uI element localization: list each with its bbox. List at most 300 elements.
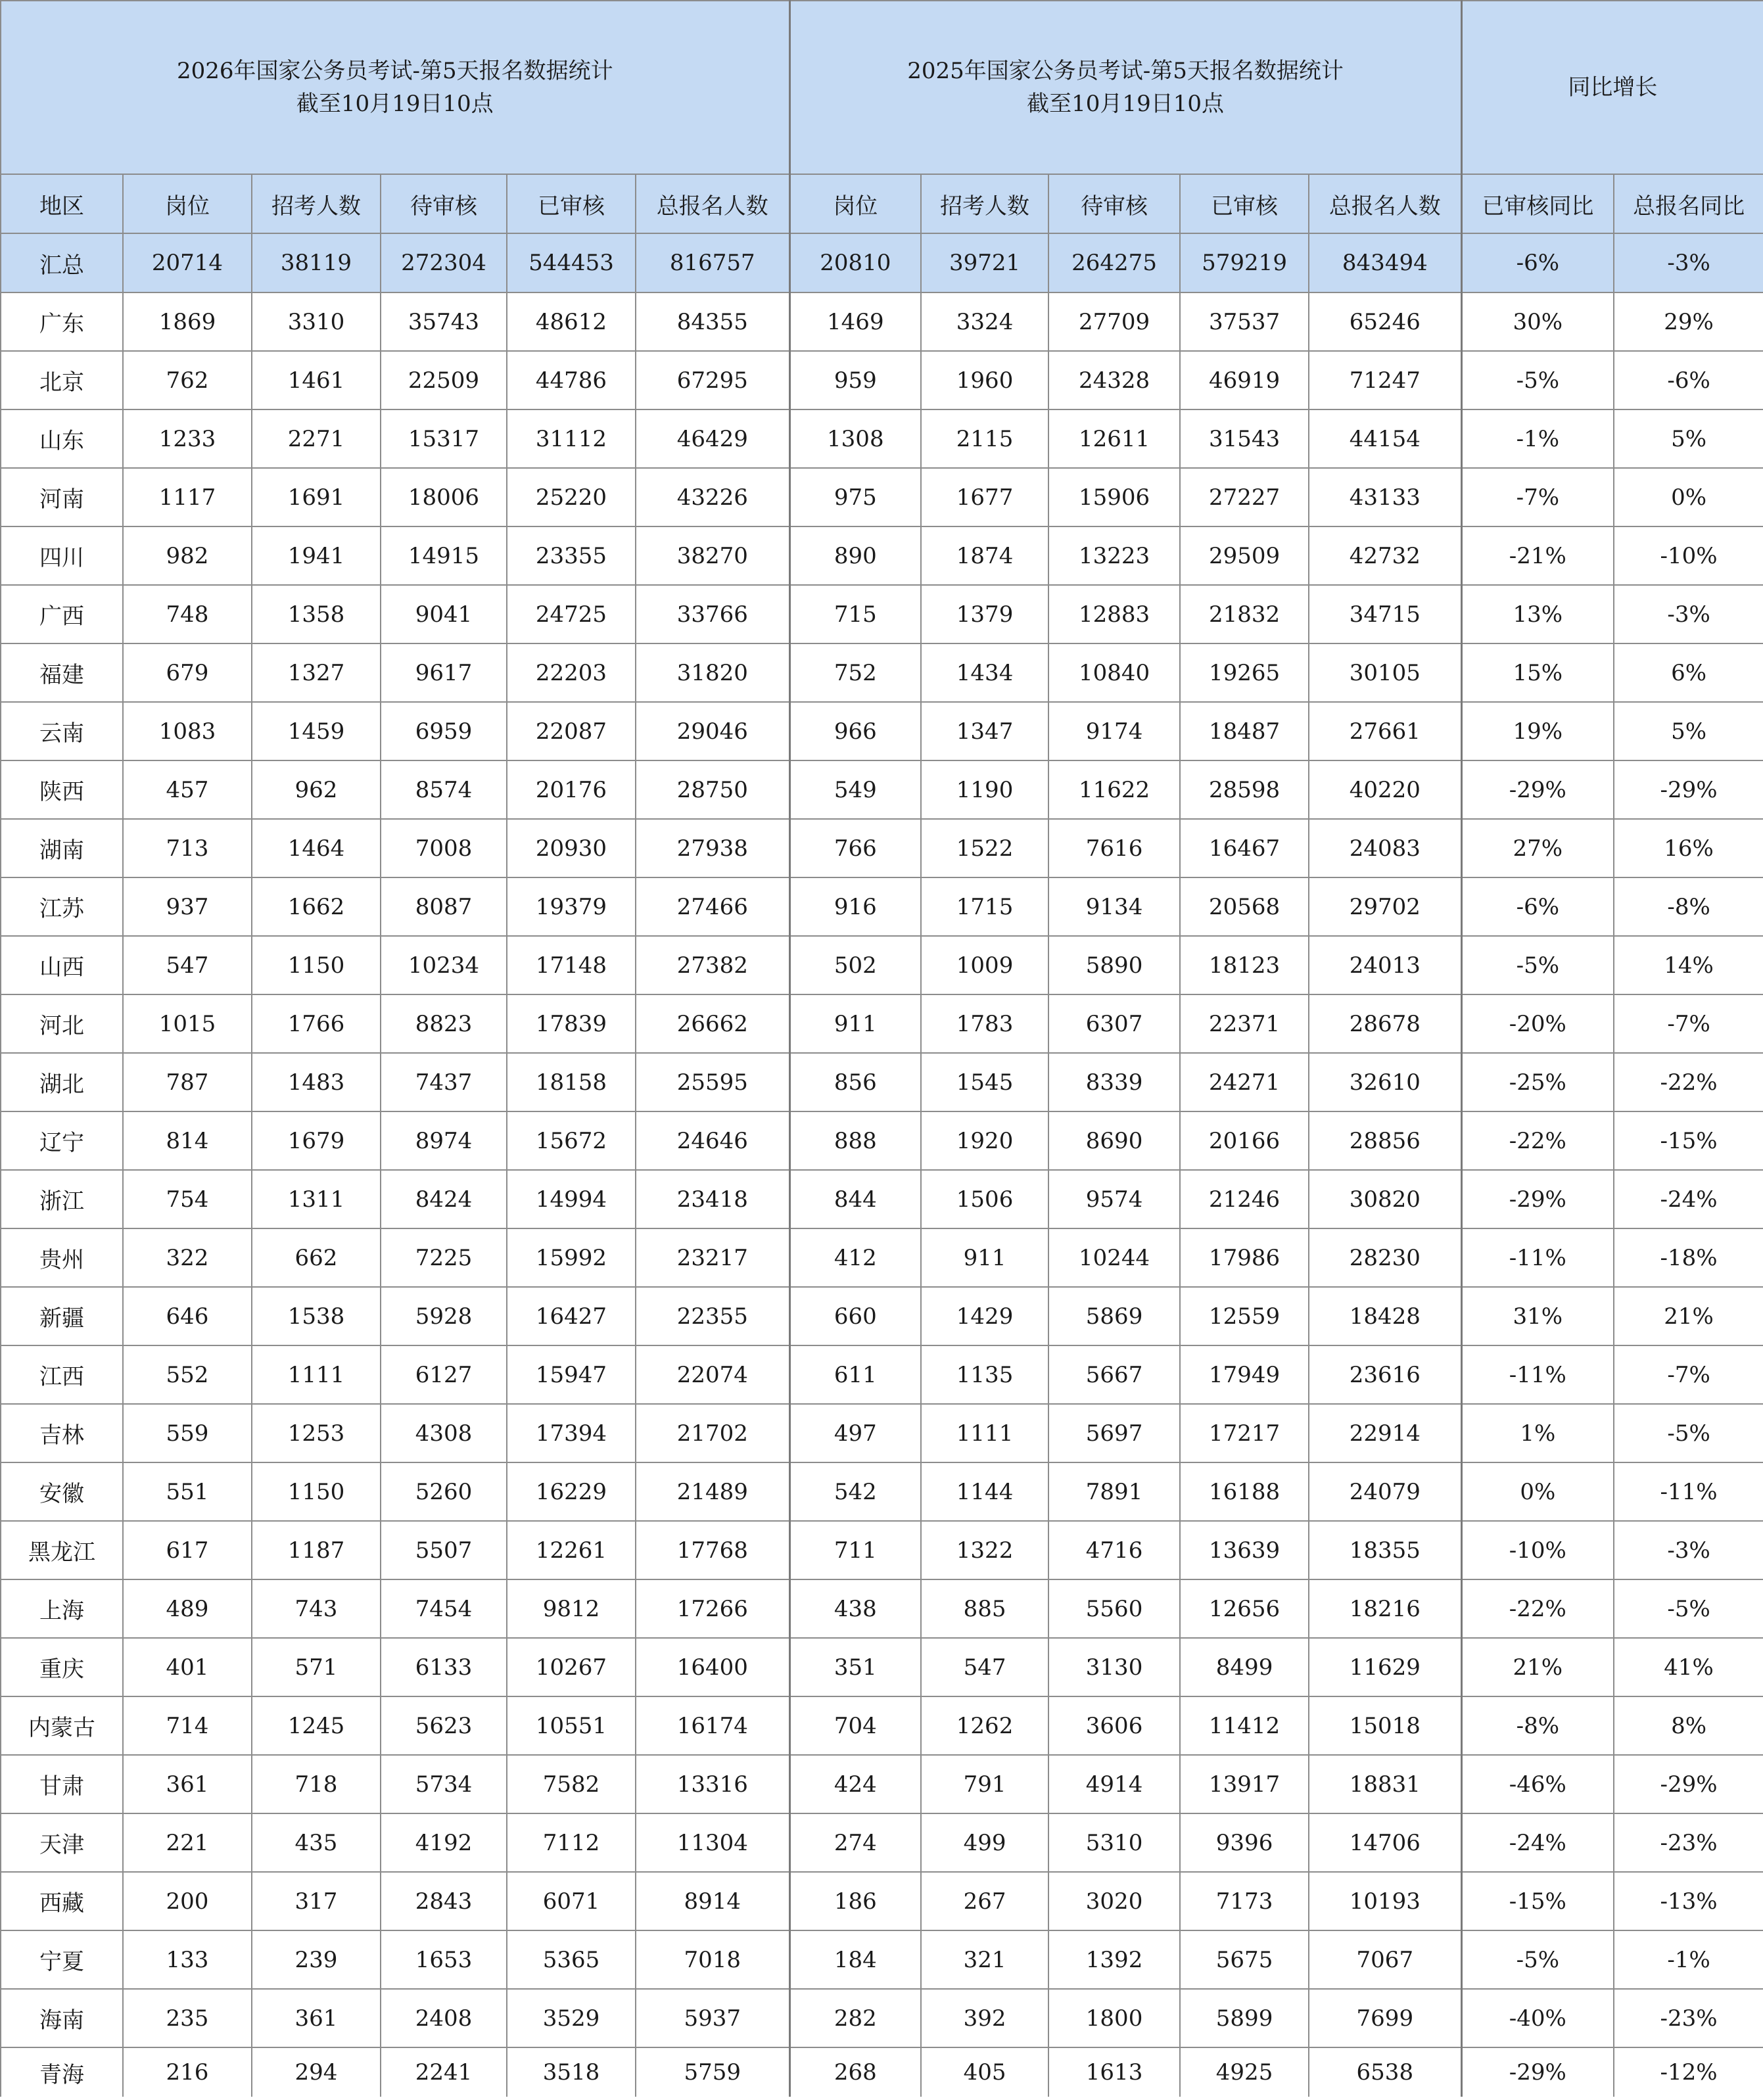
cell-approved-yoy: -6% — [1461, 233, 1614, 292]
column-header-approved-yoy: 已审核同比 — [1461, 174, 1614, 233]
cell-total-2026: 11304 — [636, 1813, 789, 1872]
table-row — [1, 702, 1763, 760]
cell-pending-2025: 5890 — [1048, 936, 1180, 994]
cell-pending-2025: 12883 — [1048, 585, 1180, 643]
cell-pending-2025: 12611 — [1048, 409, 1180, 468]
cell-pending-2026: 2843 — [381, 1872, 507, 1930]
cell-total-2025: 24013 — [1309, 936, 1461, 994]
cell-posts-2025: 502 — [789, 936, 921, 994]
cell-posts-2026: 1117 — [123, 468, 252, 526]
cell-approved-2025: 37537 — [1180, 292, 1309, 351]
cell-approved-yoy: 27% — [1461, 819, 1614, 877]
cell-approved-2026: 22087 — [507, 702, 636, 760]
cell-total-yoy: 21% — [1614, 1287, 1763, 1345]
cell-pending-2026: 14915 — [381, 526, 507, 585]
cell-total-2026: 13316 — [636, 1755, 789, 1813]
cell-quota-2026: 1691 — [252, 468, 381, 526]
cell-region: 河南 — [1, 468, 123, 526]
cell-approved-2026: 5365 — [507, 1930, 636, 1989]
cell-total-2026: 27382 — [636, 936, 789, 994]
cell-total-2026: 27938 — [636, 819, 789, 877]
cell-quota-2026: 1662 — [252, 877, 381, 936]
cell-pending-2025: 5869 — [1048, 1287, 1180, 1345]
table-row — [1, 1521, 1763, 1579]
cell-pending-2025: 3130 — [1048, 1638, 1180, 1696]
cell-approved-2026: 16229 — [507, 1462, 636, 1521]
cell-quota-2026: 1679 — [252, 1111, 381, 1170]
cell-pending-2026: 5734 — [381, 1755, 507, 1813]
cell-pending-2026: 272304 — [381, 233, 507, 292]
cell-approved-yoy: 30% — [1461, 292, 1614, 351]
cell-posts-2026: 401 — [123, 1638, 252, 1696]
cell-total-2026: 23418 — [636, 1170, 789, 1228]
cell-approved-2026: 15672 — [507, 1111, 636, 1170]
table-row — [1, 1170, 1763, 1228]
cell-region: 山西 — [1, 936, 123, 994]
cell-quota-2025: 885 — [921, 1579, 1048, 1638]
cell-approved-2025: 22371 — [1180, 994, 1309, 1053]
cell-total-2026: 67295 — [636, 351, 789, 409]
cell-region: 四川 — [1, 526, 123, 585]
cell-region: 天津 — [1, 1813, 123, 1872]
cell-approved-2026: 544453 — [507, 233, 636, 292]
cell-total-yoy: -13% — [1614, 1872, 1763, 1930]
cell-region: 山东 — [1, 409, 123, 468]
cell-total-2025: 42732 — [1309, 526, 1461, 585]
total-row — [1, 233, 1763, 292]
cell-pending-2026: 2408 — [381, 1989, 507, 2047]
cell-approved-yoy: -29% — [1461, 1170, 1614, 1228]
cell-quota-2025: 1545 — [921, 1053, 1048, 1111]
cell-quota-2026: 1245 — [252, 1696, 381, 1755]
table-row — [1, 2047, 1763, 2097]
column-header-posts-2026: 岗位 — [123, 174, 252, 233]
cell-approved-2025: 8499 — [1180, 1638, 1309, 1696]
cell-pending-2026: 5260 — [381, 1462, 507, 1521]
cell-region: 黑龙江 — [1, 1521, 123, 1579]
cell-approved-yoy: -24% — [1461, 1813, 1614, 1872]
cell-approved-yoy: -25% — [1461, 1053, 1614, 1111]
cell-total-2026: 43226 — [636, 468, 789, 526]
cell-quota-2025: 1144 — [921, 1462, 1048, 1521]
cell-region: 浙江 — [1, 1170, 123, 1228]
cell-posts-2026: 551 — [123, 1462, 252, 1521]
cell-approved-2025: 46919 — [1180, 351, 1309, 409]
cell-total-yoy: -3% — [1614, 585, 1763, 643]
table-row — [1, 1462, 1763, 1521]
cell-quota-2026: 1483 — [252, 1053, 381, 1111]
cell-total-yoy: 14% — [1614, 936, 1763, 994]
cell-approved-2026: 48612 — [507, 292, 636, 351]
cell-approved-yoy: -40% — [1461, 1989, 1614, 2047]
cell-approved-2025: 4925 — [1180, 2047, 1309, 2097]
cell-total-2025: 24079 — [1309, 1462, 1461, 1521]
cell-approved-2026: 25220 — [507, 468, 636, 526]
cell-total-yoy: -29% — [1614, 760, 1763, 819]
cell-pending-2025: 3020 — [1048, 1872, 1180, 1930]
cell-total-yoy: 16% — [1614, 819, 1763, 877]
cell-approved-2026: 19379 — [507, 877, 636, 936]
cell-pending-2026: 4192 — [381, 1813, 507, 1872]
cell-posts-2025: 856 — [789, 1053, 921, 1111]
cell-approved-2026: 20930 — [507, 819, 636, 877]
cell-region: 重庆 — [1, 1638, 123, 1696]
cell-quota-2025: 911 — [921, 1228, 1048, 1287]
cell-region: 广东 — [1, 292, 123, 351]
cell-posts-2025: 268 — [789, 2047, 921, 2097]
table-row — [1, 643, 1763, 702]
cell-quota-2025: 1347 — [921, 702, 1048, 760]
cell-total-yoy: 5% — [1614, 409, 1763, 468]
cell-pending-2025: 24328 — [1048, 351, 1180, 409]
cell-quota-2026: 1327 — [252, 643, 381, 702]
cell-total-2025: 843494 — [1309, 233, 1461, 292]
cell-approved-yoy: -46% — [1461, 1755, 1614, 1813]
cell-pending-2026: 8574 — [381, 760, 507, 819]
table-row — [1, 1287, 1763, 1345]
cell-pending-2026: 7437 — [381, 1053, 507, 1111]
cell-approved-yoy: -22% — [1461, 1579, 1614, 1638]
cell-approved-2025: 18123 — [1180, 936, 1309, 994]
cell-approved-yoy: 1% — [1461, 1404, 1614, 1462]
cell-total-yoy: -1% — [1614, 1930, 1763, 1989]
cell-quota-2025: 1783 — [921, 994, 1048, 1053]
table-row — [1, 351, 1763, 409]
cell-total-2025: 23616 — [1309, 1345, 1461, 1404]
cell-approved-2026: 24725 — [507, 585, 636, 643]
cell-pending-2025: 5310 — [1048, 1813, 1180, 1872]
cell-total-yoy: -11% — [1614, 1462, 1763, 1521]
column-header-pending-2025: 待审核 — [1048, 174, 1180, 233]
cell-posts-2026: 982 — [123, 526, 252, 585]
cell-total-2026: 5759 — [636, 2047, 789, 2097]
cell-quota-2025: 1379 — [921, 585, 1048, 643]
table-row — [1, 1989, 1763, 2047]
cell-total-2026: 21702 — [636, 1404, 789, 1462]
column-header-approved-2026: 已审核 — [507, 174, 636, 233]
cell-region: 新疆 — [1, 1287, 123, 1345]
cell-quota-2026: 962 — [252, 760, 381, 819]
cell-approved-2025: 5899 — [1180, 1989, 1309, 2047]
table-row — [1, 819, 1763, 877]
cell-posts-2025: 497 — [789, 1404, 921, 1462]
column-header-quota-2026: 招考人数 — [252, 174, 381, 233]
cell-quota-2026: 1311 — [252, 1170, 381, 1228]
cell-total-2025: 18831 — [1309, 1755, 1461, 1813]
cell-approved-2026: 31112 — [507, 409, 636, 468]
cell-total-2025: 44154 — [1309, 409, 1461, 468]
cell-quota-2026: 571 — [252, 1638, 381, 1696]
cell-quota-2026: 1358 — [252, 585, 381, 643]
cell-pending-2026: 5928 — [381, 1287, 507, 1345]
table-row — [1, 1872, 1763, 1930]
cell-total-2025: 34715 — [1309, 585, 1461, 643]
cell-total-2026: 24646 — [636, 1111, 789, 1170]
table-row — [1, 409, 1763, 468]
cell-total-2025: 65246 — [1309, 292, 1461, 351]
cell-approved-yoy: 21% — [1461, 1638, 1614, 1696]
cell-quota-2026: 718 — [252, 1755, 381, 1813]
cell-total-2025: 7699 — [1309, 1989, 1461, 2047]
table-row — [1, 760, 1763, 819]
cell-posts-2026: 221 — [123, 1813, 252, 1872]
group-2025-header — [789, 1, 1461, 174]
cell-approved-2026: 10267 — [507, 1638, 636, 1696]
cell-quota-2025: 1677 — [921, 468, 1048, 526]
cell-total-2025: 32610 — [1309, 1053, 1461, 1111]
cell-total-yoy: -3% — [1614, 1521, 1763, 1579]
cell-quota-2026: 662 — [252, 1228, 381, 1287]
cell-approved-2025: 24271 — [1180, 1053, 1309, 1111]
column-header-total-yoy: 总报名同比 — [1614, 174, 1763, 233]
cell-total-2026: 23217 — [636, 1228, 789, 1287]
cell-approved-2026: 9812 — [507, 1579, 636, 1638]
cell-quota-2025: 321 — [921, 1930, 1048, 1989]
table-row — [1, 1930, 1763, 1989]
cell-pending-2026: 6133 — [381, 1638, 507, 1696]
cell-posts-2025: 890 — [789, 526, 921, 585]
cell-region: 汇总 — [1, 233, 123, 292]
cell-quota-2026: 1253 — [252, 1404, 381, 1462]
cell-posts-2025: 1469 — [789, 292, 921, 351]
cell-quota-2026: 1461 — [252, 351, 381, 409]
cell-quota-2026: 294 — [252, 2047, 381, 2097]
cell-posts-2025: 711 — [789, 1521, 921, 1579]
cell-approved-yoy: -11% — [1461, 1345, 1614, 1404]
cell-quota-2026: 1941 — [252, 526, 381, 585]
cell-total-yoy: -7% — [1614, 994, 1763, 1053]
cell-quota-2025: 2115 — [921, 409, 1048, 468]
cell-posts-2026: 559 — [123, 1404, 252, 1462]
cell-total-yoy: 41% — [1614, 1638, 1763, 1696]
cell-total-2025: 7067 — [1309, 1930, 1461, 1989]
cell-approved-2025: 31543 — [1180, 409, 1309, 468]
cell-quota-2026: 1187 — [252, 1521, 381, 1579]
cell-posts-2025: 549 — [789, 760, 921, 819]
cell-pending-2025: 3606 — [1048, 1696, 1180, 1755]
table-row — [1, 936, 1763, 994]
cell-total-yoy: 6% — [1614, 643, 1763, 702]
cell-total-2025: 10193 — [1309, 1872, 1461, 1930]
cell-region: 广西 — [1, 585, 123, 643]
table-row — [1, 526, 1763, 585]
cell-posts-2025: 351 — [789, 1638, 921, 1696]
cell-region: 陕西 — [1, 760, 123, 819]
cell-region: 辽宁 — [1, 1111, 123, 1170]
cell-quota-2025: 3324 — [921, 292, 1048, 351]
cell-total-2026: 8914 — [636, 1872, 789, 1930]
cell-pending-2025: 9174 — [1048, 702, 1180, 760]
column-header-pending-2026: 待审核 — [381, 174, 507, 233]
cell-approved-yoy: -8% — [1461, 1696, 1614, 1755]
cell-quota-2026: 1459 — [252, 702, 381, 760]
cell-approved-2026: 17148 — [507, 936, 636, 994]
cell-pending-2025: 11622 — [1048, 760, 1180, 819]
cell-total-yoy: -12% — [1614, 2047, 1763, 2097]
cell-total-2026: 16174 — [636, 1696, 789, 1755]
cell-posts-2025: 1308 — [789, 409, 921, 468]
cell-pending-2026: 5623 — [381, 1696, 507, 1755]
cell-posts-2025: 916 — [789, 877, 921, 936]
cell-posts-2026: 814 — [123, 1111, 252, 1170]
cell-total-yoy: -22% — [1614, 1053, 1763, 1111]
column-header-row — [1, 174, 1763, 233]
cell-total-2025: 28678 — [1309, 994, 1461, 1053]
cell-pending-2025: 1800 — [1048, 1989, 1180, 2047]
cell-posts-2025: 20810 — [789, 233, 921, 292]
cell-total-2026: 16400 — [636, 1638, 789, 1696]
table-row — [1, 1228, 1763, 1287]
cell-posts-2025: 438 — [789, 1579, 921, 1638]
cell-region: 海南 — [1, 1989, 123, 2047]
cell-approved-2026: 6071 — [507, 1872, 636, 1930]
cell-quota-2025: 39721 — [921, 233, 1048, 292]
cell-quota-2025: 1135 — [921, 1345, 1048, 1404]
cell-pending-2025: 10840 — [1048, 643, 1180, 702]
group-2026-title: 2026年国家公务员考试-第5天报名数据统计 — [176, 58, 613, 84]
cell-total-yoy: -5% — [1614, 1404, 1763, 1462]
cell-approved-2025: 579219 — [1180, 233, 1309, 292]
cell-approved-2026: 14994 — [507, 1170, 636, 1228]
cell-pending-2025: 8339 — [1048, 1053, 1180, 1111]
table-row — [1, 1638, 1763, 1696]
cell-quota-2026: 2271 — [252, 409, 381, 468]
cell-posts-2026: 714 — [123, 1696, 252, 1755]
cell-posts-2026: 457 — [123, 760, 252, 819]
cell-posts-2026: 235 — [123, 1989, 252, 2047]
cell-pending-2026: 9041 — [381, 585, 507, 643]
cell-pending-2026: 8424 — [381, 1170, 507, 1228]
cell-pending-2025: 4914 — [1048, 1755, 1180, 1813]
table-row — [1, 468, 1763, 526]
cell-approved-2026: 7582 — [507, 1755, 636, 1813]
cell-approved-2025: 16467 — [1180, 819, 1309, 877]
cell-quota-2026: 1766 — [252, 994, 381, 1053]
cell-posts-2026: 646 — [123, 1287, 252, 1345]
cell-pending-2026: 1653 — [381, 1930, 507, 1989]
cell-total-2026: 28750 — [636, 760, 789, 819]
cell-posts-2026: 216 — [123, 2047, 252, 2097]
cell-region: 福建 — [1, 643, 123, 702]
column-header-posts-2025: 岗位 — [789, 174, 921, 233]
cell-total-yoy: -15% — [1614, 1111, 1763, 1170]
cell-approved-yoy: -5% — [1461, 1930, 1614, 1989]
cell-posts-2025: 766 — [789, 819, 921, 877]
cell-region: 河北 — [1, 994, 123, 1053]
cell-pending-2025: 15906 — [1048, 468, 1180, 526]
table-row — [1, 1579, 1763, 1638]
cell-quota-2025: 405 — [921, 2047, 1048, 2097]
cell-quota-2025: 1262 — [921, 1696, 1048, 1755]
cell-posts-2026: 361 — [123, 1755, 252, 1813]
cell-posts-2025: 660 — [789, 1287, 921, 1345]
cell-quota-2025: 1506 — [921, 1170, 1048, 1228]
cell-approved-2025: 13917 — [1180, 1755, 1309, 1813]
cell-approved-2026: 16427 — [507, 1287, 636, 1345]
cell-total-2025: 15018 — [1309, 1696, 1461, 1755]
cell-quota-2026: 1538 — [252, 1287, 381, 1345]
cell-total-yoy: -10% — [1614, 526, 1763, 585]
cell-pending-2026: 2241 — [381, 2047, 507, 2097]
cell-approved-2025: 18487 — [1180, 702, 1309, 760]
cell-pending-2025: 5560 — [1048, 1579, 1180, 1638]
cell-region: 安徽 — [1, 1462, 123, 1521]
cell-approved-2026: 15947 — [507, 1345, 636, 1404]
cell-total-2026: 38270 — [636, 526, 789, 585]
cell-total-yoy: -7% — [1614, 1345, 1763, 1404]
cell-approved-2026: 3529 — [507, 1989, 636, 2047]
cell-total-yoy: -23% — [1614, 1989, 1763, 2047]
cell-posts-2026: 133 — [123, 1930, 252, 1989]
cell-pending-2025: 6307 — [1048, 994, 1180, 1053]
cell-quota-2025: 1434 — [921, 643, 1048, 702]
cell-posts-2026: 489 — [123, 1579, 252, 1638]
cell-total-2025: 30820 — [1309, 1170, 1461, 1228]
cell-approved-2025: 21832 — [1180, 585, 1309, 643]
cell-total-yoy: -6% — [1614, 351, 1763, 409]
cell-approved-2025: 17949 — [1180, 1345, 1309, 1404]
cell-total-2025: 28856 — [1309, 1111, 1461, 1170]
cell-pending-2026: 5507 — [381, 1521, 507, 1579]
cell-posts-2026: 617 — [123, 1521, 252, 1579]
cell-posts-2026: 679 — [123, 643, 252, 702]
cell-quota-2026: 3310 — [252, 292, 381, 351]
cell-total-2025: 43133 — [1309, 468, 1461, 526]
cell-approved-yoy: -6% — [1461, 877, 1614, 936]
column-header-total-2025: 总报名人数 — [1309, 174, 1461, 233]
cell-total-2025: 24083 — [1309, 819, 1461, 877]
cell-approved-yoy: -5% — [1461, 351, 1614, 409]
cell-approved-2026: 44786 — [507, 351, 636, 409]
cell-approved-2026: 18158 — [507, 1053, 636, 1111]
cell-quota-2025: 1111 — [921, 1404, 1048, 1462]
cell-approved-2026: 12261 — [507, 1521, 636, 1579]
cell-quota-2026: 743 — [252, 1579, 381, 1638]
cell-total-2026: 7018 — [636, 1930, 789, 1989]
cell-posts-2026: 1233 — [123, 409, 252, 468]
cell-total-2025: 6538 — [1309, 2047, 1461, 2097]
table-row — [1, 1755, 1763, 1813]
cell-total-2026: 25595 — [636, 1053, 789, 1111]
cell-approved-2025: 13639 — [1180, 1521, 1309, 1579]
cell-region: 内蒙古 — [1, 1696, 123, 1755]
cell-region: 上海 — [1, 1579, 123, 1638]
cell-total-yoy: 5% — [1614, 702, 1763, 760]
cell-total-yoy: -24% — [1614, 1170, 1763, 1228]
cell-total-yoy: -23% — [1614, 1813, 1763, 1872]
cell-quota-2025: 1960 — [921, 351, 1048, 409]
cell-pending-2025: 1613 — [1048, 2047, 1180, 2097]
cell-quota-2025: 1429 — [921, 1287, 1048, 1345]
cell-pending-2026: 7225 — [381, 1228, 507, 1287]
cell-posts-2026: 552 — [123, 1345, 252, 1404]
cell-approved-yoy: 15% — [1461, 643, 1614, 702]
cell-region: 宁夏 — [1, 1930, 123, 1989]
cell-pending-2026: 10234 — [381, 936, 507, 994]
cell-posts-2025: 975 — [789, 468, 921, 526]
cell-total-2025: 11629 — [1309, 1638, 1461, 1696]
cell-posts-2026: 937 — [123, 877, 252, 936]
cell-pending-2026: 35743 — [381, 292, 507, 351]
cell-pending-2025: 9574 — [1048, 1170, 1180, 1228]
cell-approved-2025: 12559 — [1180, 1287, 1309, 1345]
cell-posts-2026: 20714 — [123, 233, 252, 292]
cell-quota-2025: 1190 — [921, 760, 1048, 819]
cell-approved-2025: 29509 — [1180, 526, 1309, 585]
cell-approved-2025: 21246 — [1180, 1170, 1309, 1228]
cell-pending-2025: 1392 — [1048, 1930, 1180, 1989]
cell-pending-2025: 4716 — [1048, 1521, 1180, 1579]
